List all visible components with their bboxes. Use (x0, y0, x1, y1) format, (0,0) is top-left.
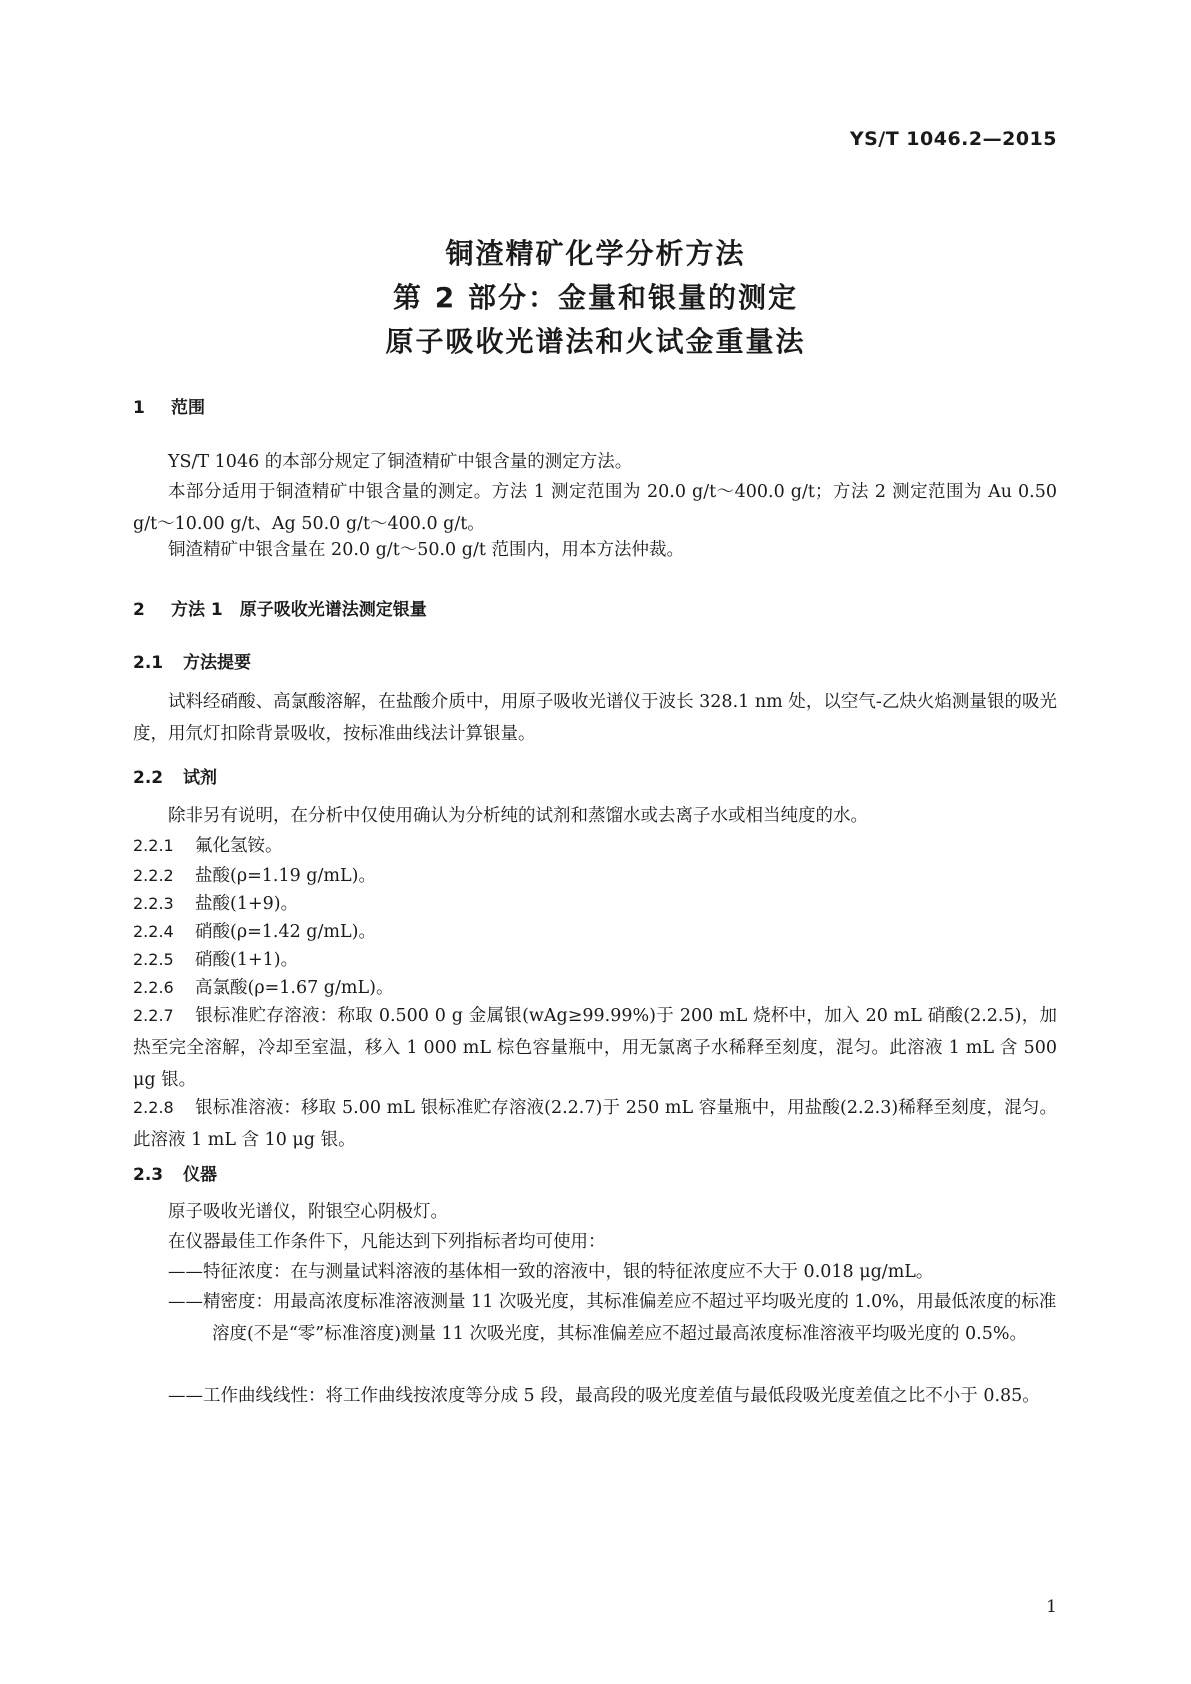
reagent-item: 2.2.3 盐酸(1+9)。 (133, 894, 299, 914)
section-number: 2.1 (133, 653, 164, 673)
section-title: 范围 (171, 398, 205, 418)
section-number: 2.2 (133, 768, 164, 788)
spec-item-characteristic-concentration: ——特征浓度：在与测量试料溶液的基体相一致的溶液中，银的特征浓度应不大于 0.018 μg/mL。 (168, 1262, 934, 1282)
section-2-3-paragraph-1: 原子吸收光谱仪，附银空心阴极灯。 (168, 1202, 448, 1222)
reagent-item: 2.2.7 银标准贮存溶液：称取 0.500 0 g 金属银(wAg≥99.99%)于 200 mL 烧杯中，加入 20 mL 硝酸(2.2.5)，加热至完全溶解，冷却至室温，移入 1 000 mL 棕色容量瓶中，用无氯离子水稀释至刻度，混匀。此溶液 1 mL 含 500 μg 银。 (133, 1006, 1057, 1090)
section-2-1-heading (133, 648, 251, 673)
section-2-3-heading (133, 1160, 217, 1185)
title-line-2: 第 2 部分：金量和银量的测定 (393, 281, 798, 314)
title-line-1: 铜渣精矿化学分析方法 (445, 237, 746, 270)
section-1-paragraph-3: 铜渣精矿中银含量在 20.0 g/t～50.0 g/t 范围内，用本方法仲裁。 (168, 540, 684, 560)
section-number: 2.3 (133, 1165, 164, 1185)
section-2-heading (133, 595, 427, 620)
section-number: 2 (133, 600, 145, 620)
section-2-2-heading (133, 763, 217, 788)
spec-item-precision: ——精密度：用最高浓度标准溶液测量 11 次吸光度，其标准偏差应不超过平均吸光度的 1.0%，用最低浓度的标准溶度(不是“零”标准溶度)测量 11 次吸光度，其标准偏差应不超过最高浓度标准溶液平均吸光度的 0.5%。 (168, 1292, 1057, 1344)
section-title: 方法提要 (183, 653, 251, 673)
reagent-item: 2.2.5 硝酸(1+1)。 (133, 950, 299, 970)
section-1-paragraph-1: YS/T 1046 的本部分规定了铜渣精矿中银含量的测定方法。 (168, 452, 633, 472)
section-title: 方法 1 原子吸收光谱法测定银量 (171, 600, 427, 620)
reagent-item: 2.2.6 高氯酸(ρ=1.67 g/mL)。 (133, 978, 394, 998)
section-1-heading (133, 393, 205, 418)
reagent-item: 2.2.8 银标准溶液：移取 5.00 mL 银标准贮存溶液(2.2.7)于 250 mL 容量瓶中，用盐酸(2.2.3)稀释至刻度，混匀。此溶液 1 mL 含 10 μg 银。 (133, 1098, 1057, 1150)
spec-item-linearity: ——工作曲线线性：将工作曲线按浓度等分成 5 段，最高段的吸光度差值与最低段吸光度差值之比不小于 0.85。 (168, 1386, 1040, 1406)
section-title: 仪器 (183, 1165, 217, 1185)
reagent-item: 2.2.1 氟化氢铵。 (133, 836, 283, 856)
reagent-item: 2.2.2 盐酸(ρ=1.19 g/mL)。 (133, 866, 376, 886)
section-1-paragraph-2: 本部分适用于铜渣精矿中银含量的测定。方法 1 测定范围为 20.0 g/t～400.0 g/t；方法 2 测定范围为 Au 0.50 g/t～10.00 g/t、Ag 50.0 g/t～400.0 g/t。 (133, 482, 1057, 534)
standard-number: YS/T 1046.2—2015 (849, 128, 1057, 150)
title-line-3: 原子吸收光谱法和火试金重量法 (385, 325, 806, 358)
reagent-item: 2.2.4 硝酸(ρ=1.42 g/mL)。 (133, 922, 376, 942)
section-2-3-paragraph-2: 在仪器最佳工作条件下，凡能达到下列指标者均可使用： (168, 1232, 606, 1252)
section-title: 试剂 (183, 768, 217, 788)
section-number: 1 (133, 398, 145, 418)
section-2-2-intro: 除非另有说明，在分析中仅使用确认为分析纯的试剂和蒸馏水或去离子水或相当纯度的水。 (168, 806, 868, 826)
section-2-1-paragraph: 试料经硝酸、高氯酸溶解，在盐酸介质中，用原子吸收光谱仪于波长 328.1 nm 处，以空气-乙炔火焰测量银的吸光度，用氘灯扣除背景吸收，按标准曲线法计算银量。 (133, 692, 1057, 744)
page-number: 1 (1046, 1597, 1057, 1617)
